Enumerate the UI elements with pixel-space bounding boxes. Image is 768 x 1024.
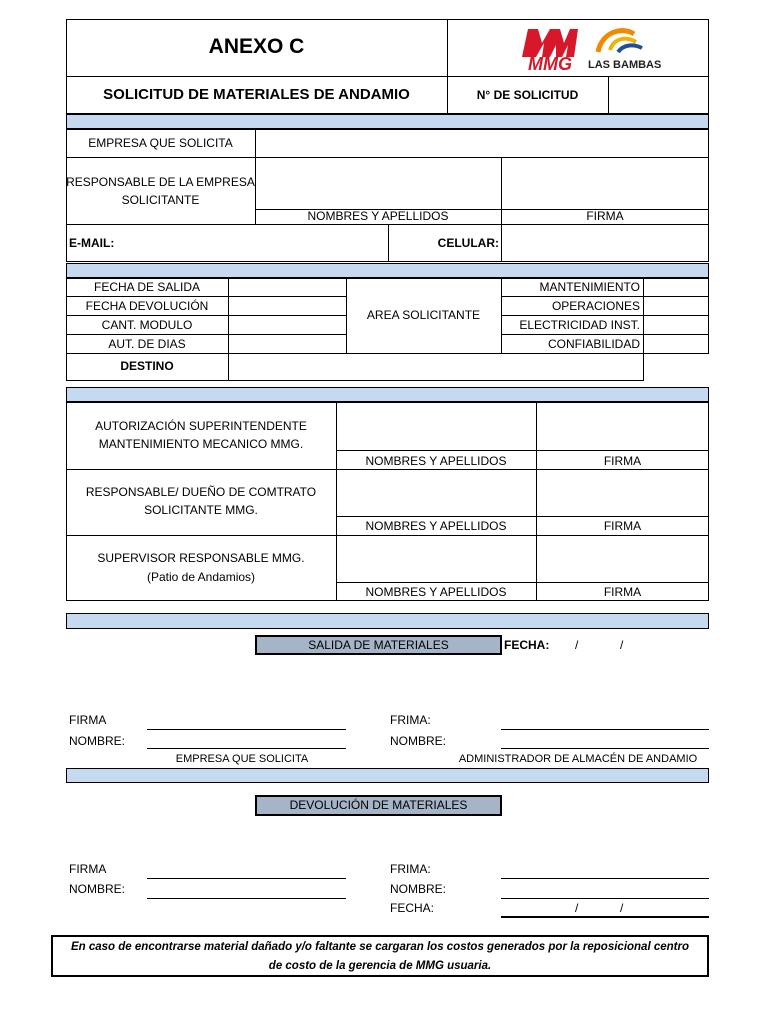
exit-right-name-line[interactable] bbox=[501, 748, 709, 749]
area-electrical-check[interactable] bbox=[644, 316, 708, 333]
auth-superintendent-sign-caption: FIRMA bbox=[603, 454, 642, 468]
mmg-logo bbox=[520, 25, 580, 73]
auth-supervisor-line1: SUPERVISOR RESPONSABLE MMG. bbox=[97, 551, 305, 565]
return-left-sign-line[interactable] bbox=[147, 878, 346, 879]
footer-note-line2: de costo de la gerencia de MMG usuaria. bbox=[268, 960, 492, 972]
auth-supervisor-sign-caption: FIRMA bbox=[603, 585, 642, 599]
return-date-separator: / bbox=[575, 901, 579, 915]
return-right-name-label: NOMBRE: bbox=[390, 882, 447, 896]
return-left-name-line[interactable] bbox=[147, 898, 346, 899]
exit-date-label: FECHA: bbox=[504, 638, 550, 652]
section-band bbox=[66, 114, 709, 129]
requesting-area-label: AREA SOLICITANTE bbox=[366, 308, 481, 322]
return-right-sign-label: FRIMA: bbox=[390, 862, 431, 876]
return-right-sign-line[interactable] bbox=[501, 878, 709, 879]
exit-date-separator: / bbox=[575, 638, 579, 652]
auth-superintendent-signature-field[interactable] bbox=[537, 403, 708, 449]
phone-field[interactable] bbox=[502, 226, 708, 260]
exit-right-sign-line[interactable] bbox=[501, 729, 709, 730]
auth-supervisor-line2: (Patio de Andamios) bbox=[146, 570, 256, 584]
las-bambas-logo bbox=[588, 24, 668, 72]
exit-left-name-label: NOMBRE: bbox=[69, 734, 126, 748]
phone-label: CELULAR: bbox=[437, 236, 499, 250]
return-left-sign-label: FIRMA bbox=[69, 862, 107, 876]
exit-date-separator: / bbox=[620, 638, 624, 652]
request-number-label: N° DE SOLICITUD bbox=[476, 88, 579, 102]
requester-company-label: EMPRESA QUE SOLICITA bbox=[88, 136, 233, 150]
section-band bbox=[66, 613, 709, 629]
auth-contract-owner-line1: RESPONSABLE/ DUEÑO DE COMTRATO bbox=[85, 485, 317, 499]
area-operations-check[interactable] bbox=[644, 297, 708, 314]
email-label: E-MAIL: bbox=[69, 236, 115, 250]
exit-section-title: SALIDA DE MATERIALES bbox=[255, 635, 502, 655]
requester-company-field[interactable] bbox=[256, 130, 708, 156]
auth-supervisor-signature-field[interactable] bbox=[537, 536, 708, 581]
auth-contract-owner-signature-field[interactable] bbox=[537, 470, 708, 515]
exit-right-caption: ADMINISTRADOR DE ALMACÉN DE ANDAMIO bbox=[458, 753, 698, 765]
return-date-separator: / bbox=[620, 901, 624, 915]
area-reliability-check[interactable] bbox=[644, 335, 708, 353]
las-bambas-logo-mark bbox=[588, 24, 668, 58]
exit-date-label: FECHA DE SALIDA bbox=[93, 280, 201, 294]
days-auth-field[interactable] bbox=[229, 335, 345, 353]
area-maintenance-check[interactable] bbox=[644, 279, 708, 295]
module-qty-field[interactable] bbox=[229, 316, 345, 333]
auth-superintendent-line2: MANTENIMIENTO MECANICO MMG. bbox=[98, 437, 304, 451]
module-qty-label: CANT. MODULO bbox=[101, 318, 193, 332]
destination-label: DESTINO bbox=[120, 359, 174, 373]
return-right-name-line[interactable] bbox=[501, 898, 709, 899]
exit-left-name-line[interactable] bbox=[147, 748, 346, 749]
responsible-label-line2: SOLICITANTE bbox=[121, 193, 200, 207]
return-left-name-label: NOMBRE: bbox=[69, 882, 126, 896]
las-bambas-logo-text: LAS BAMBAS bbox=[588, 59, 662, 71]
page-title: ANEXO C bbox=[208, 35, 305, 58]
signature-caption: FIRMA bbox=[586, 209, 624, 223]
request-number-field[interactable] bbox=[609, 77, 708, 113]
section-band bbox=[66, 387, 709, 402]
exit-right-sign-label: FRIMA: bbox=[390, 713, 431, 727]
area-operations: OPERACIONES bbox=[551, 299, 640, 313]
area-maintenance: MANTENIMIENTO bbox=[539, 280, 640, 294]
responsible-signature-field[interactable] bbox=[502, 158, 708, 208]
auth-contract-owner-name-field[interactable] bbox=[337, 470, 535, 515]
exit-date-field[interactable] bbox=[229, 279, 345, 295]
return-right-date-label: FECHA: bbox=[390, 901, 435, 915]
auth-superintendent-line1: AUTORIZACIÓN SUPERINTENDENTE bbox=[95, 419, 307, 433]
auth-supervisor-names-caption: NOMBRES Y APELLIDOS bbox=[365, 585, 507, 599]
email-field[interactable] bbox=[120, 226, 386, 260]
form-subtitle: SOLICITUD DE MATERIALES DE ANDAMIO bbox=[103, 86, 410, 103]
exit-left-sign-line[interactable] bbox=[147, 729, 346, 730]
return-section-title: DEVOLUCIÓN DE MATERIALES bbox=[255, 795, 502, 816]
section-band bbox=[66, 263, 709, 278]
auth-contract-owner-line2: SOLICITANTE MMG. bbox=[144, 503, 258, 517]
area-reliability: CONFIABILIDAD bbox=[547, 337, 640, 351]
names-caption: NOMBRES Y APELLIDOS bbox=[307, 209, 449, 223]
responsible-name-field[interactable] bbox=[256, 158, 500, 208]
auth-superintendent-names-caption: NOMBRES Y APELLIDOS bbox=[365, 454, 507, 468]
return-date-field[interactable] bbox=[229, 297, 345, 314]
return-right-date-line[interactable] bbox=[501, 916, 709, 918]
mmg-logo-text: MMG bbox=[528, 54, 572, 74]
area-electrical: ELECTRICIDAD INST. bbox=[519, 318, 640, 332]
auth-contract-owner-names-caption: NOMBRES Y APELLIDOS bbox=[365, 519, 507, 533]
auth-superintendent-name-field[interactable] bbox=[337, 403, 535, 449]
return-date-label: FECHA DEVOLUCIÓN bbox=[85, 299, 209, 313]
exit-right-name-label: NOMBRE: bbox=[390, 734, 447, 748]
responsible-label-line1: RESPONSABLE DE LA EMPRESA bbox=[66, 175, 255, 189]
destination-field[interactable] bbox=[229, 354, 643, 380]
exit-left-sign-label: FIRMA bbox=[69, 713, 107, 727]
exit-left-caption: EMPRESA QUE SOLICITA bbox=[175, 753, 309, 765]
auth-contract-owner-sign-caption: FIRMA bbox=[603, 519, 642, 533]
section-band bbox=[66, 768, 709, 783]
auth-supervisor-name-field[interactable] bbox=[337, 536, 535, 581]
footer-note-line1: En caso de encontrarse material dañado y/o faltante se cargaran los costos generados por la reposicional centro bbox=[70, 941, 689, 953]
days-auth-label: AUT. DE DIAS bbox=[108, 337, 186, 351]
